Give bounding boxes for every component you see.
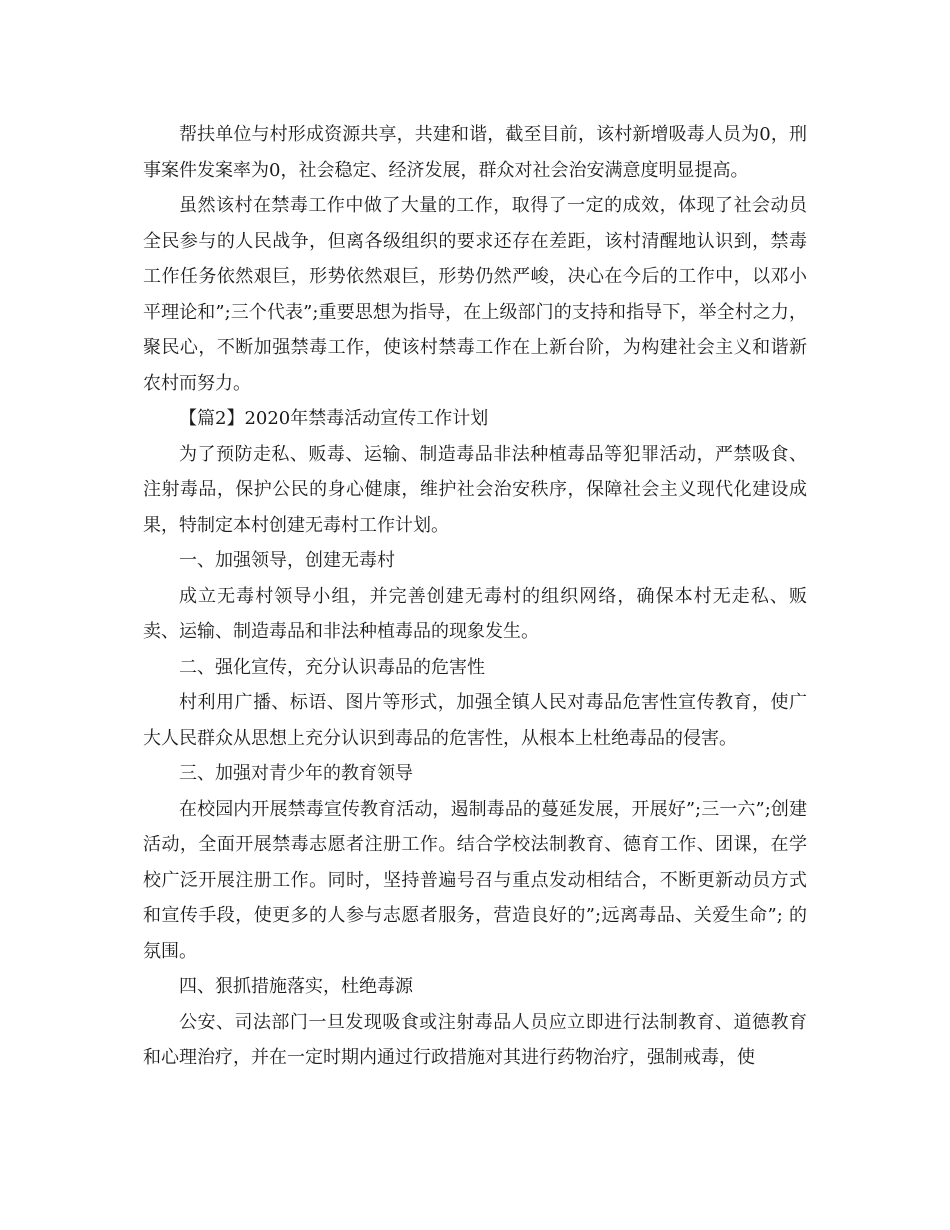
paragraph-1: 帮扶单位与村形成资源共享，共建和谐，截至目前，该村新增吸毒人员为0，刑事案件发案率为0，社会稳定、经济发展，群众对社会治安满意度明显提高。 <box>143 124 807 181</box>
heading-1-leadership: 一、加强领导，创建无毒村 <box>179 550 395 571</box>
paragraph-youth-education: 在校园内开展禁毒宣传教育活动，遏制毒品的蔓延发展，开展好”;三一六”;创建活动，全面开展禁毒志愿者注册工作。结合学校法制教育、德育工作、团课，在学校广泛开展注册工作。同时，坚持普遍号召与重点发动相结合，不断更新动员方式和宣传手段，使更多的人参与志愿者服务，营造良好的”;远离毒品、关爱生命”; 的氛围。 <box>143 798 807 962</box>
section-heading-plan-2: 【篇2】2020年禁毒活动宣传工作计划 <box>179 408 489 429</box>
paragraph-leadership: 成立无毒村领导小组，并完善创建无毒村的组织网络，确保本村无走私、贩卖、运输、制造毒品和非法种植毒品的现象发生。 <box>143 585 807 642</box>
paragraph-intro: 为了预防走私、贩毒、运输、制造毒品非法种植毒品等犯罪活动，严禁吸食、注射毒品，保护公民的身心健康，维护社会治安秩序，保障社会主义现代化建设成果，特制定本村创建无毒村工作计划。 <box>143 443 807 536</box>
paragraph-2: 虽然该村在禁毒工作中做了大量的工作，取得了一定的成效，体现了社会动员全民参与的人民战争，但离各级组织的要求还存在差距，该村清醒地认识到，禁毒工作任务依然艰巨，形势依然艰巨，形势仍然严峻，决心在今后的工作中，以邓小平理论和”;三个代表”;重要思想为指导，在上级部门的支持和指导下，举全村之力，聚民心，不断加强禁毒工作，使该村禁毒工作在上新台阶，为构建社会主义和谐新农村而努力。 <box>143 195 807 394</box>
paragraph-measures: 公安、司法部门一旦发现吸食或注射毒品人员应立即进行法制教育、道德教育和心理治疗，并在一定时期内通过行政措施对其进行药物治疗，强制戒毒，使 <box>143 1011 807 1068</box>
paragraph-publicity: 村利用广播、标语、图片等形式，加强全镇人民对毒品危害性宣传教育，使广大人民群众从思想上充分认识到毒品的危害性，从根本上杜绝毒品的侵害。 <box>143 692 807 749</box>
heading-2-publicity: 二、强化宣传，充分认识毒品的危害性 <box>179 656 485 678</box>
heading-4-measures: 四、狠抓措施落实，杜绝毒源 <box>179 976 413 997</box>
document-body <box>143 117 807 1076</box>
heading-3-youth-education: 三、加强对青少年的教育领导 <box>179 763 413 784</box>
